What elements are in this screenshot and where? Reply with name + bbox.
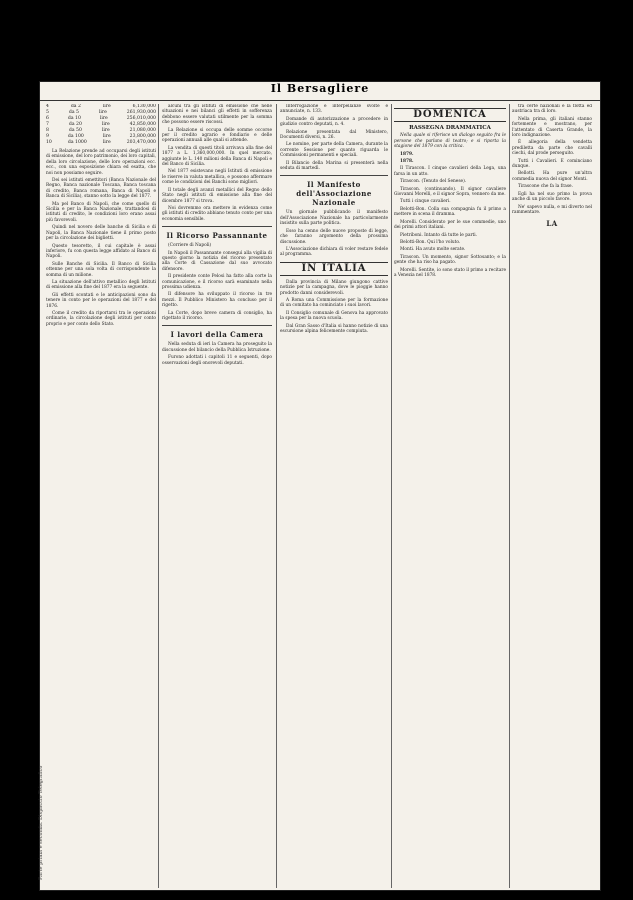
lottery-cell: 256,010,000 [126, 116, 156, 121]
paragraph: Il difensore ha sviluppato il ricorso in tre mezzi. Il Pubblico Ministero ha concluso per il rigetto. [162, 292, 272, 309]
lottery-cell: 8 [46, 128, 49, 133]
paragraph: La vendita di questi titoli arrivava alla fine del 1877 a L. 1,360,000,000. In quel mercato, aggiunte le L. 140 milioni della Banca di Napoli e del Banco di Sicilia. [162, 145, 272, 168]
article-heading-camera: I lavori della Camera [170, 330, 264, 340]
paragraph: Il Bilancio della Marina si presenterà nella seduta di martedì. [280, 160, 388, 172]
paragraph: Nel 1877 esistevano negli Istituti di emissione le riserve in valuta metallica, e possono affermare come le condizioni dei Banchi sono migliori. [162, 169, 272, 186]
paragraph: Tirascon. Un momento, signor Sottosanto; e la gente che ha riso ha pagato. [394, 254, 506, 266]
paragraph: Furono adottati i capitoli 11 e seguenti, dopo osservazioni degli onorevoli deputati. [162, 355, 272, 366]
year-label: 1879. [400, 151, 414, 157]
lottery-cell: da 100 [67, 134, 84, 139]
section-heading-in-italia: IN ITALIA [280, 262, 388, 276]
lottery-cell: 4 [46, 104, 49, 109]
article-heading-manifesto: Il Manifesto dell'Associazione Nazionale [296, 180, 372, 208]
column-rule [276, 104, 277, 888]
lottery-cell: da 5 [68, 110, 79, 115]
lottery-cell: da 1000 [67, 140, 87, 145]
paragraph: Gli effetti scontati e le anticipazioni sono da tenere in conto per le operazioni del 1877 e del 1876. [46, 292, 156, 309]
paragraph: Il Tirascon. I cinque cavalieri della Lega, una farsa in un atto. [394, 166, 506, 177]
paragraph: La Relazione si occupa delle somme occorse per il credito agrario e fondiario e delle operazioni annuali alle quali si attende. [162, 127, 272, 144]
lottery-cell: lire [99, 116, 108, 121]
column-1 [46, 104, 156, 888]
column-5-body [512, 104, 592, 215]
divider [162, 226, 272, 227]
column-4 [394, 104, 506, 888]
section-heading-domenica: DOMENICA [394, 108, 506, 122]
lottery-cell: 42,850,000 [129, 122, 156, 127]
divider [280, 175, 388, 176]
column-4-body [394, 166, 506, 278]
paragraph: Monti. Ha avuto molte serate. [400, 247, 466, 253]
paragraph: Dalla provincia di Milano giungono cattive notizie per la campagna, dove le pioggie hanno prodotto danni considerevoli. [280, 279, 388, 296]
paragraph: Questo tesoretto, il cui capitale è assai inferiore, fu con questa legge affidato al Banco di Napoli. [46, 243, 156, 260]
subheading-rassegna: RASSEGNA DRAMMATICA [409, 125, 491, 131]
intro-text: Nella quale si riferisce un dialogo seguito fra le persone che parlano di teatro; e si riporta la stagione del 1879 con la critica. [394, 133, 506, 150]
paragraph: Dal Gran Sasso d'Italia si hanno notizie di una escursione alpina felicemente compiuta. [280, 323, 388, 334]
paragraph: Tutti i Cavalieri. E cominciano dunque. [512, 158, 592, 170]
paragraph: Tirascon. (Tenuto del Senese). [400, 179, 467, 185]
lottery-cell: 9 [46, 134, 49, 139]
lottery-cell: 5 [46, 110, 49, 115]
paragraph: Quindi nel novero delle banche di Sicilia e di Napoli, la Banca Nazionale tiene il primo posto per la circolazione dei biglietti. [46, 225, 156, 242]
paragraph: Morelli. Sentite, io sono stato il primo a recitare a Venezia nel 1878. [394, 267, 506, 278]
paragraph: Sulle Banche di Sicilia. Il Banco di Sicilia ottenne per una sola volta di corrispondente la somma di un milione. [46, 261, 156, 278]
paragraph: Morelli. Considerato per le sue commedie, uno dei primi attori italiani. [394, 219, 506, 231]
paragraph: Un giornale pubblicando il manifesto dell'Associazione Nazionale ha particolarmente insistito sulla parte politica. [280, 210, 388, 227]
section-marker: LA [546, 219, 558, 229]
paragraph: La situazione dell'attivo metallico degli Istituti di emissione alla fine del 1877 era la seguente. [46, 279, 156, 291]
paragraph: Bellotti. Ha pure un'altra commedia nuova del signor Monti. [512, 171, 592, 182]
lottery-cell: lire [102, 104, 111, 109]
lottery-cell: lire [101, 128, 110, 133]
lottery-row [46, 140, 156, 146]
lottery-cell: lire [101, 122, 110, 127]
paragraph: Interrogazione e interpellanze svolte e annunciate, n. 133. [280, 104, 388, 115]
lottery-cell: 7 [46, 122, 49, 127]
column-rule [158, 104, 159, 888]
column-2 [162, 104, 272, 888]
lottery-cell: 23,800,000 [129, 134, 156, 139]
paragraph: Tirascone che fa la frase. [518, 184, 573, 190]
paragraph: L'Associazione dichiara di voler restare fedele al programma. [280, 246, 388, 258]
manifesto-body [280, 210, 388, 257]
paragraph: Il Consiglio comunale di Genova ha approvato la spesa per la nuova scuola. [280, 310, 388, 322]
paragraph: Esso ha cenno delle nuove proposte di legge, che faranno argomento della prossima discussione. [280, 228, 388, 245]
lottery-cell: da 10 [67, 116, 81, 121]
lottery-cell: da 50 [68, 128, 82, 133]
paragraph: Dei sei istituti emettitori (Banca Nazionale del Regno, Banca nazionale Toscana, Banca toscana di credito, Banca romana, Banca di Napoli e Banca di Sicilia), stanno sotto la legge del 1877. [46, 178, 156, 200]
paragraph: tra certe nazionali e la flotta ed austriaca tra di loro. [512, 104, 592, 115]
paragraph: Relazione presentata dal Ministero, Documenti diversi, n. 26. [280, 129, 388, 141]
divider [162, 325, 272, 326]
paragraph: Egli ha nel suo primo la prova anche di un piccolo favore. [512, 191, 592, 203]
paragraph: Tirascon. (continuando). Il signor cavaliere Giovanni Morelli, e il signor Sopra, vennero da me. [394, 186, 506, 198]
lottery-cell: lire [102, 134, 111, 139]
article-heading-ricorso: Il Ricorso Passannante [166, 231, 268, 241]
paragraph: Domande di autorizzazione a procedere in giudizio contro deputati, n. 4. [280, 116, 388, 128]
paragraph: La Corte, dopo breve camera di consiglio, ha rigettato il ricorso. [162, 310, 272, 321]
paragraph: Noi dovremmo ora mettere in evidenza come gli istituti di credito abbiano tenuto conto per una economia sensibile. [162, 205, 272, 222]
paragraph: Nella seduta di ieri la Camera ha proseguito la discussione del bilancio della Pubblica Istruzione. [162, 342, 272, 353]
paragraph: Belotti-Bon. Colla sua compagnia fu il primo a mettere in scena il dramma. [394, 206, 506, 218]
left-margin-text: Parte prima e seconda. Dispaccio Telegrafico [38, 765, 44, 880]
ricorso-body [162, 243, 272, 321]
column-3-body [280, 104, 388, 171]
paragraph: A Roma una Commissione per la formazione di un comitato ha cominciato i suoi lavori. [280, 297, 388, 309]
lottery-cell: 21,080,000 [129, 128, 156, 133]
lottery-cell: 6 [46, 116, 49, 121]
lottery-cell: da 2 [70, 104, 81, 109]
paragraph: È allegoria della vendetta prediletta da parte che cavalli ciechi, dal prode perseguito. [512, 140, 592, 157]
paragraph: Come il credito da riportarsi tra le operazioni ordinarie, la circolazione degli istituti per conto proprio e per conto dello Stato. [46, 310, 156, 327]
column-2-body [162, 104, 272, 222]
lottery-cell: 203,470,000 [126, 140, 156, 145]
paragraph: Le nomine, per parte della Camera, durante la corrente Sessione per quanto riguarda le Commissioni permanenti e speciali. [280, 142, 388, 159]
lottery-table [46, 104, 156, 146]
paragraph: Belotti-Bon. Qui l'ho voluto. [400, 239, 461, 245]
column-rule [391, 104, 392, 888]
paragraph: alcuni tra gli istituti di emissione che nelle situazioni e nei bilanci gli effetti in sofferenza debbono essere valutati utilmente per la somma che possono essere riscossi. [162, 104, 272, 126]
lottery-cell: da 20 [68, 122, 82, 127]
lottery-cell: 261,930,000 [126, 110, 156, 115]
lottery-cell: 10 [46, 140, 52, 145]
column-rule [509, 104, 510, 888]
paragraph: La Relazione prende ad occuparsi degli istituti di emissione, del loro patrimonio, dei loro capitali, della loro circolazione, delle loro operazioni ecc. ecc., con una esposizione chiara ed esatta, che noi non possiamo seguire. [46, 149, 156, 176]
paragraph: Il totale degli avanzi metallici del Regno dello Stato negli istituti di emissione alla fine del dicembre 1877 si trova. [162, 187, 272, 204]
paragraph: Tutti i cinque cavalieri. [400, 199, 451, 205]
year-label: 1878. [400, 159, 414, 165]
in-italia-body [280, 280, 388, 335]
camera-body [162, 342, 272, 366]
paragraph: In Napoli il Passannante conseguì alla vigilia di questo giorno la notizia del ricorso presentato alla Corte di Cassazione dal suo avvocato difensore. [162, 250, 272, 272]
paragraph: Pietriboni. Intanto dà tutte le parti. [400, 232, 478, 238]
column-1-body [46, 149, 156, 327]
column-3 [280, 104, 388, 888]
lottery-cell: 6,130,000 [132, 104, 156, 109]
masthead: Il Bersagliere [40, 82, 600, 101]
paragraph: Ne' sapevo nulla, e mi diverto nel rammentare. [512, 204, 592, 215]
paragraph: Il presidente conte Pelosi ha fatto alla corte la comunicazione, e il ricorso sarà esaminato nella prossima udienza. [162, 274, 272, 290]
paragraph: Ma pel Banco di Napoli, che come quello di Sicilia e per la Banca Nazionale, trattandosi di istituti di credito, le condizioni loro erano assai più favorevoli. [46, 201, 156, 223]
column-5 [512, 104, 592, 888]
paragraph: Nella prima, gli italiani stanno fortemente e mostrano, per l'attentato di Caserta Grande, la loro indignazione. [512, 116, 592, 139]
lottery-cell: lire [102, 140, 111, 145]
lottery-cell: lire [98, 110, 107, 115]
paragraph: (Corriere di Napoli) [168, 243, 212, 249]
